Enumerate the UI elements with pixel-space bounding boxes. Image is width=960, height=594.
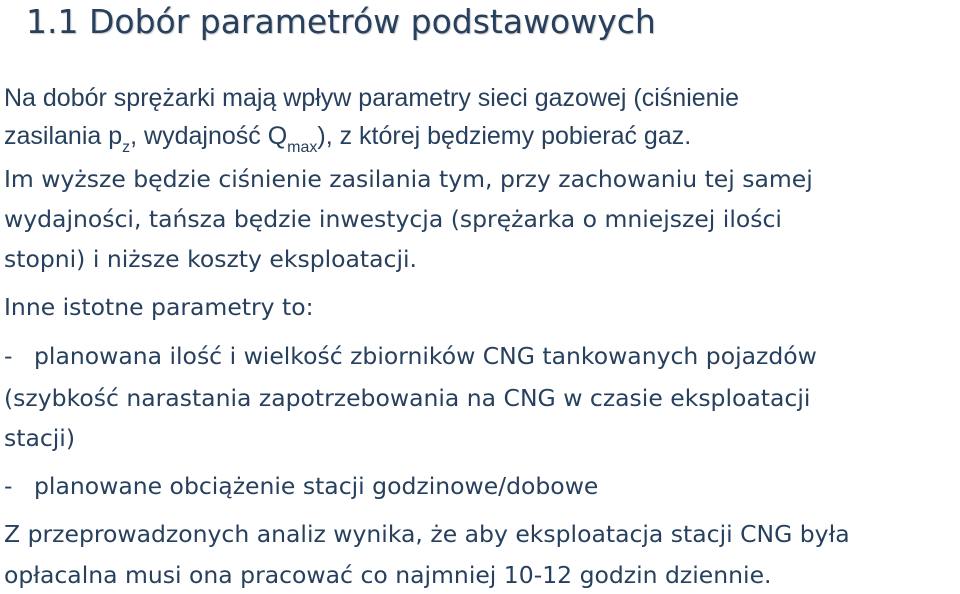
list-item-2-text: planowane obciążenie stacji godzinowe/dobowe [34,472,599,500]
subscript-z: z [122,139,131,156]
para3-intro: Inne istotne parametry to: [4,293,314,321]
para2-line1: Im wyższe będzie ciśnienie zasilania tym, przy zachowaniu tej samej [4,165,813,193]
list-item-1-line3: stacji) [4,424,76,452]
para1-line2 [4,122,692,156]
para2-line3: stopni) i niższe koszty eksploatacji. [4,245,417,273]
list-item-1 [4,342,817,370]
para4-line2: opłacalna musi ona pracować co najmniej 10-12 godzin dziennie. [4,561,772,589]
list-item-1-line2: (szybkość narastania zapotrzebowania na CNG w czasie eksploatacji [4,384,811,412]
list-item-1-text: planowana ilość i wielkość zbiorników CNG tankowanych pojazdów [34,342,817,370]
subscript-max: max [287,139,318,156]
list-dash: - [4,472,13,500]
list-item-2 [4,472,598,500]
para1-line2-c: ), z której będziemy pobierać gaz. [317,122,692,150]
para4-line1: Z przeprowadzonych analiz wynika, że aby eksploatacja stacji CNG była [4,520,850,548]
para1-line1: Na dobór sprężarki mają wpływ parametry sieci gazowej (ciśnienie [4,84,740,112]
para1-line2-a: zasilania p [4,122,123,150]
list-dash: - [4,342,13,370]
para2-line2: wydajności, tańsza będzie inwestycja (sprężarka o mniejszej ilości [4,205,782,233]
page-title: 1.1 Dobór parametrów podstawowych [26,2,656,41]
para1-line2-b: , wydajność Q [130,122,288,150]
